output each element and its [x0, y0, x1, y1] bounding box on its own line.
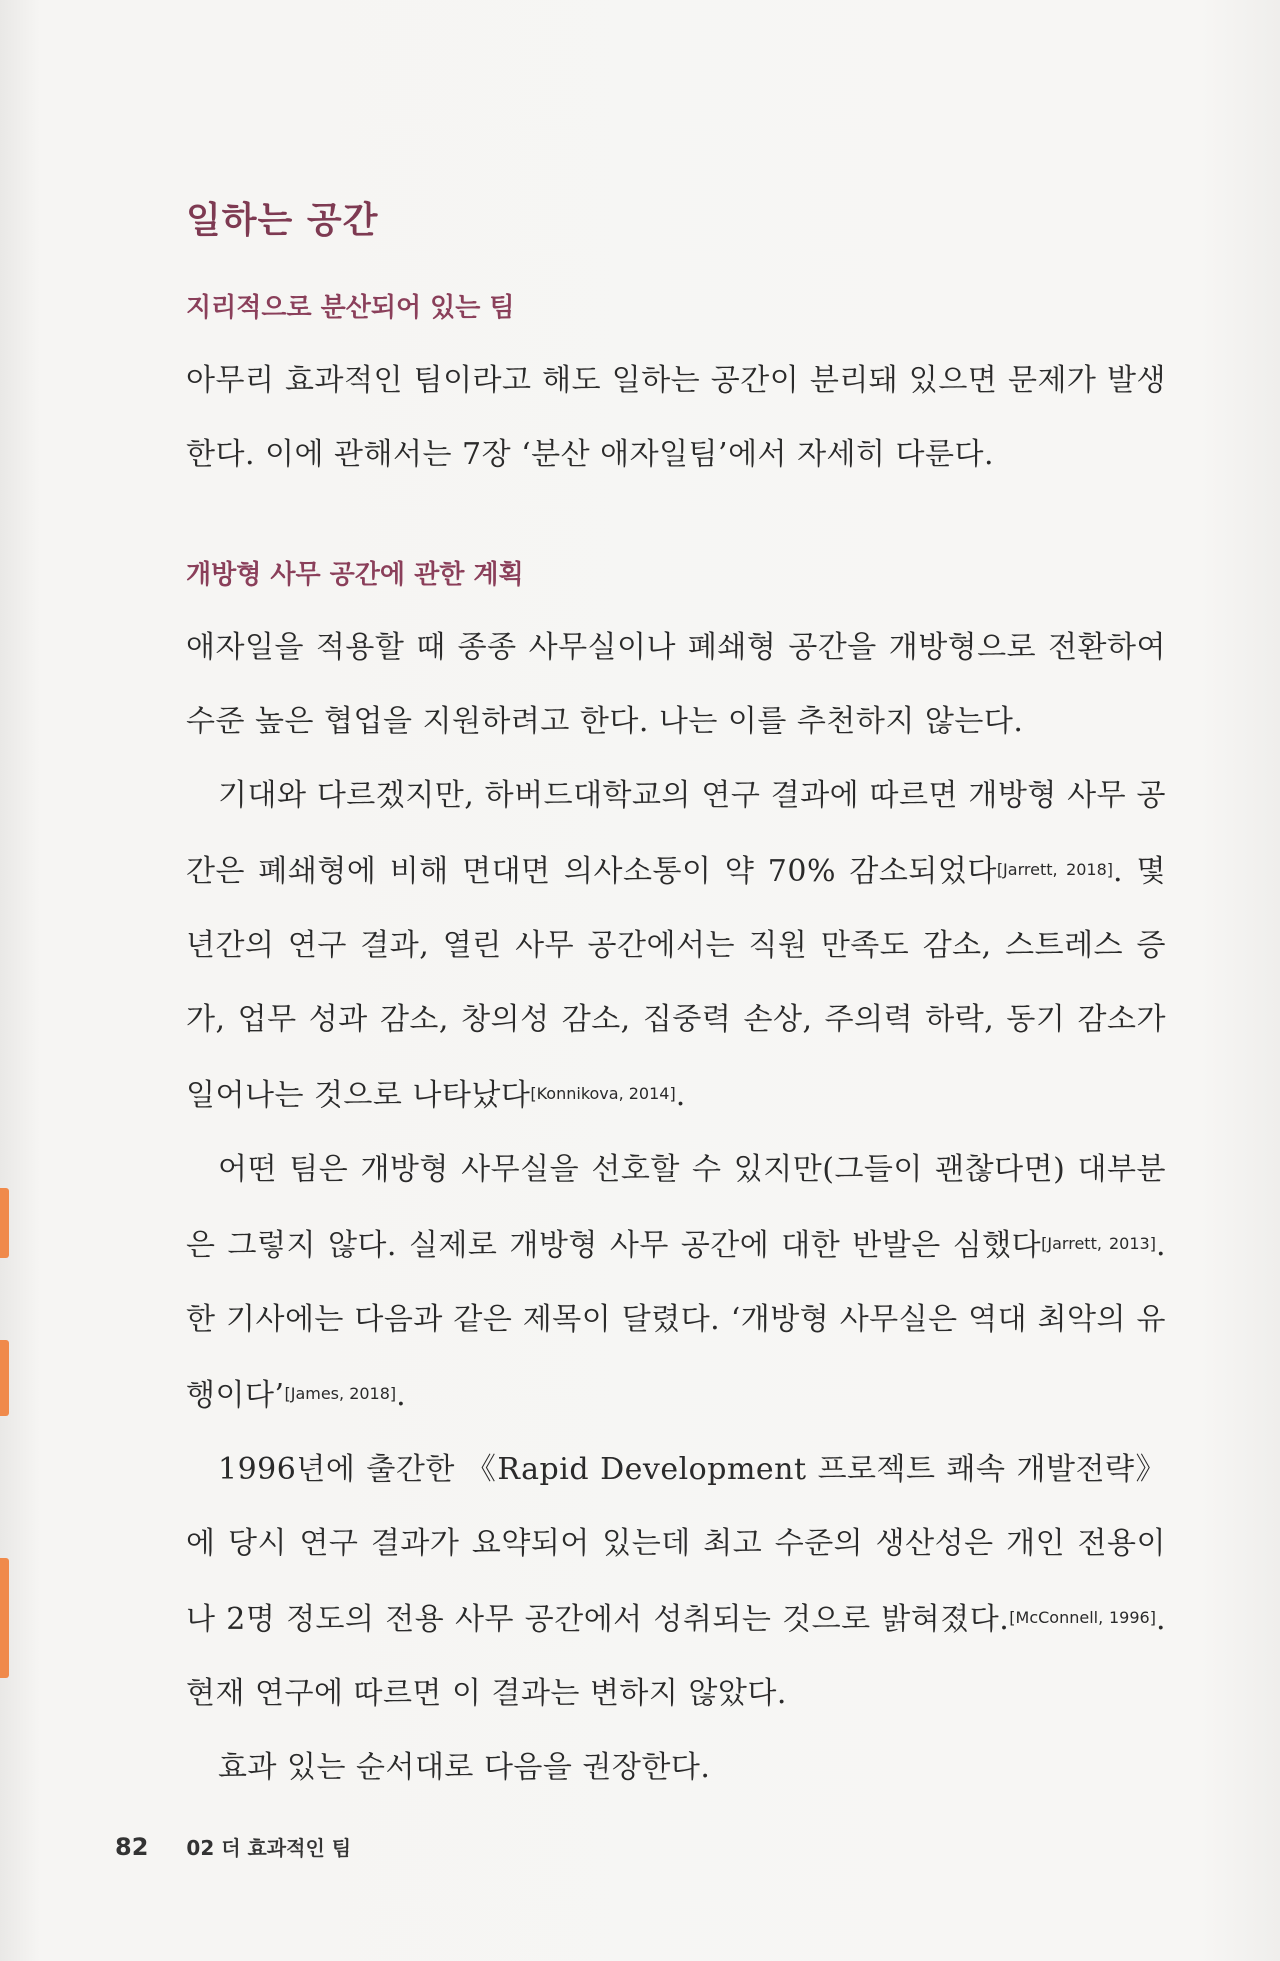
citation: [McConnell, 1996] — [1009, 1608, 1156, 1627]
page-edge-tabs — [0, 0, 10, 1961]
edge-tab-marker — [0, 1340, 9, 1416]
paragraph-text: . 한 기사에는 다음과 같은 제목이 달렸다. ‘개방형 사무실은 역대 최악의 유행이다’ — [186, 1228, 1166, 1413]
paragraph: 효과 있는 순서대로 다음을 권장한다. — [218, 1750, 711, 1785]
paragraph-text: . 현재 연구에 따르면 이 결과는 변하지 않았다. — [186, 1602, 1166, 1711]
chapter-label: 02 더 효과적인 팀 — [186, 1836, 352, 1860]
paragraph-text: . — [396, 1378, 407, 1413]
paragraph-text: . 몇 년간의 연구 결과, 열린 사무 공간에서는 직원 만족도 감소, 스트레스 증가, 업무 성과 감소, 창의성 감소, 집중력 손상, 주의력 하락, 동기 감소가 일어나는 것으로 나타났다 — [186, 854, 1166, 1113]
paragraph — [186, 1133, 1166, 1433]
edge-tab-marker — [0, 1558, 9, 1678]
paragraph — [186, 759, 1166, 1133]
citation: [Konnikova, 2014] — [530, 1084, 676, 1103]
citation: [Jarrett, 2013] — [1041, 1234, 1156, 1253]
subsection-title-distributed-teams: 지리적으로 분산되어 있는 팀 — [186, 293, 515, 323]
section-title: 일하는 공간 — [186, 200, 379, 241]
citation: [Jarrett, 2018] — [996, 860, 1114, 879]
edge-tab-marker — [0, 1188, 9, 1258]
page-footer — [115, 1832, 351, 1861]
page-content — [186, 192, 1166, 1805]
paragraph-text: 기대와 다르겠지만, 하버드대학교의 연구 결과에 따르면 개방형 사무 공간은 폐쇄형에 비해 면대면 의사소통이 약 70% 감소되었다 — [186, 778, 1166, 889]
subsection-title-open-office: 개방형 사무 공간에 관한 계획 — [186, 560, 524, 590]
paragraph — [186, 1433, 1166, 1731]
paragraph: 아무리 효과적인 팀이라고 해도 일하는 공간이 분리돼 있으면 문제가 발생한다. 이에 관해서는 7장 ‘분산 애자일팀’에서 자세히 다룬다. — [186, 363, 1166, 472]
paragraph: 애자일을 적용할 때 종종 사무실이나 폐쇄형 공간을 개방형으로 전환하여 수준 높은 협업을 지원하려고 한다. 나는 이를 추천하지 않는다. — [186, 630, 1166, 739]
paragraph-text: . — [675, 1078, 686, 1113]
page-number: 82 — [115, 1833, 149, 1861]
paragraph-text: 1996년에 출간한 《Rapid Development 프로젝트 쾌속 개발전략》에 당시 연구 결과가 요약되어 있는데 최고 수준의 생산성은 개인 전용이나 2명 정도의 전용 사무 공간에서 성취되는 것으로 밝혀졌다. — [186, 1452, 1166, 1637]
paragraph-text: 어떤 팀은 개방형 사무실을 선호할 수 있지만(그들이 괜찮다면) 대부분은 그렇지 않다. 실제로 개방형 사무 공간에 대한 반발은 심했다 — [186, 1152, 1166, 1263]
citation: [James, 2018] — [284, 1384, 397, 1403]
